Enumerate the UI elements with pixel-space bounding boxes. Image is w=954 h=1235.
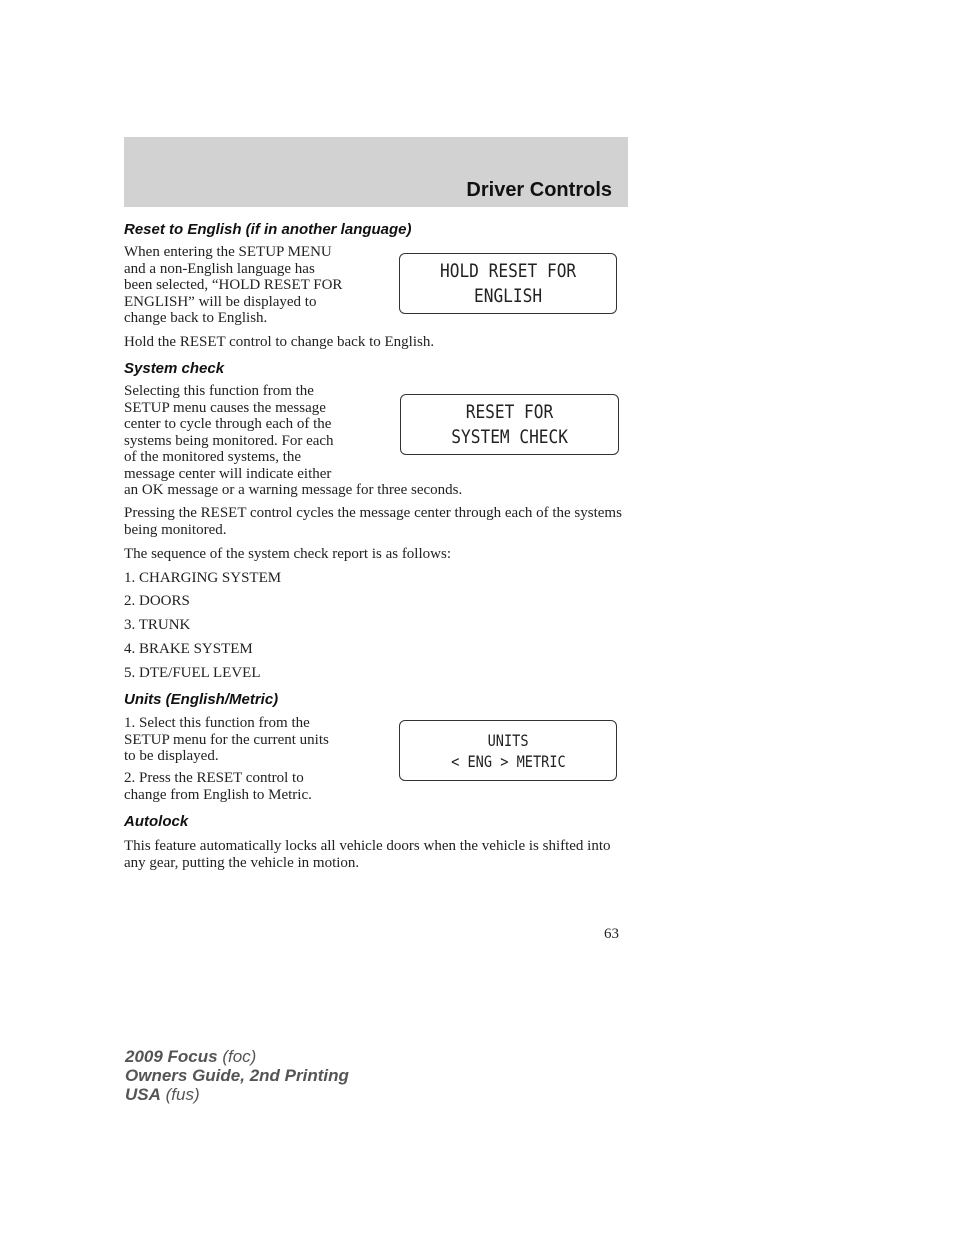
list-item: 1. CHARGING SYSTEM xyxy=(124,570,282,586)
lcd-display-units: UNITS < ENG > METRIC xyxy=(399,720,617,781)
page-number: 63 xyxy=(604,926,619,942)
heading-units: Units (English/Metric) xyxy=(124,691,279,708)
list-item: 3. TRUNK xyxy=(124,617,191,633)
system-check-paragraph: Selecting this function from the SETUP menu causes the message center to cycle through each of the systems being monitored. For each of the monitored systems, the message center will indicate either an OK message or a warning message for three seconds. xyxy=(124,383,463,498)
footer-edition: Owners Guide, 2nd Printing xyxy=(125,1066,349,1085)
units-step-1: 1. Select this function from the SETUP menu for the current units to be displayed. xyxy=(124,715,329,764)
list-item: 4. BRAKE SYSTEM xyxy=(124,641,253,657)
lcd-display-hold-reset-for-english: HOLD RESET FOR ENGLISH xyxy=(399,253,617,314)
section-title: Driver Controls xyxy=(466,179,612,201)
heading-system-check: System check xyxy=(124,360,225,377)
footer-market-code: (fus) xyxy=(165,1085,200,1104)
list-item: 2. DOORS xyxy=(124,593,190,609)
footer-print-info xyxy=(125,1047,349,1104)
autolock-paragraph: This feature automatically locks all vehicle doors when the vehicle is shifted into any gear, putting the vehicle in motion. xyxy=(124,838,611,871)
system-check-sequence-intro: The sequence of the system check report is as follows: xyxy=(124,546,451,562)
heading-reset-to-english: Reset to English (if in another language) xyxy=(124,221,412,238)
system-check-reset-paragraph: Pressing the RESET control cycles the message center through each of the systems being monitored. xyxy=(124,505,622,538)
footer-model: 2009 Focus xyxy=(125,1047,218,1066)
footer-market: USA xyxy=(125,1085,161,1104)
footer-model-code: (foc) xyxy=(222,1047,257,1066)
reset-english-paragraph: When entering the SETUP MENU and a non-English language has been selected, “HOLD RESET FOR ENGLISH” will be displayed to change back to English. xyxy=(124,244,343,326)
reset-english-instruction: Hold the RESET control to change back to English. xyxy=(124,334,435,350)
heading-autolock: Autolock xyxy=(124,813,189,830)
section-header-band xyxy=(124,137,628,207)
list-item: 5. DTE/FUEL LEVEL xyxy=(124,665,261,681)
units-step-2: 2. Press the RESET control to change from English to Metric. xyxy=(124,770,312,803)
lcd-display-reset-for-system-check: RESET FOR SYSTEM CHECK xyxy=(400,394,619,455)
